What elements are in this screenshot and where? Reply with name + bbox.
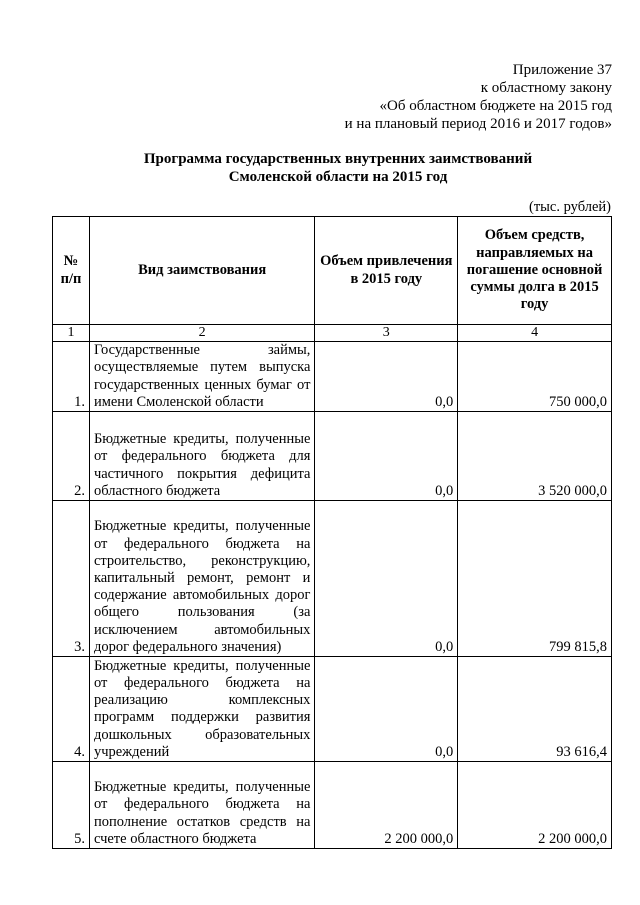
table-row xyxy=(53,657,612,762)
table-row xyxy=(53,762,612,849)
attract-amount: 0,0 xyxy=(315,501,458,657)
index-cell: 3 xyxy=(315,325,458,342)
row-number: 4. xyxy=(53,657,90,762)
borrowing-kind: Бюджетные кредиты, полученные от федерального бюджета на реализацию комплексных программ поддержки развития дошкольных образовательных учреждений xyxy=(89,657,314,762)
appendix-line-3: «Об областном бюджете на 2015 год xyxy=(379,98,612,114)
attract-amount: 2 200 000,0 xyxy=(315,762,458,849)
row-number: 2. xyxy=(53,412,90,501)
table-row xyxy=(53,501,612,657)
repay-amount: 2 200 000,0 xyxy=(458,762,612,849)
attract-amount: 0,0 xyxy=(315,412,458,501)
header-num: № п/п xyxy=(53,217,90,325)
attract-amount: 0,0 xyxy=(315,342,458,412)
appendix-line-1: Приложение 37 xyxy=(512,62,612,78)
repay-amount: 750 000,0 xyxy=(458,342,612,412)
appendix-header xyxy=(345,61,612,133)
repay-amount: 3 520 000,0 xyxy=(458,412,612,501)
repay-amount: 799 815,8 xyxy=(458,501,612,657)
row-number: 5. xyxy=(53,762,90,849)
borrowing-kind: Бюджетные кредиты, полученные от федерального бюджета для частичного покрытия дефицита областного бюджета xyxy=(89,412,314,501)
table-header-row xyxy=(53,217,612,325)
borrowings-table xyxy=(52,216,612,849)
document-title xyxy=(0,150,640,186)
header-repay: Объем средств, направляемых на погашение основной суммы долга в 2015 году xyxy=(458,217,612,325)
title-line-2: Смоленской области на 2015 год xyxy=(228,169,448,185)
repay-amount: 93 616,4 xyxy=(458,657,612,762)
row-number: 3. xyxy=(53,501,90,657)
row-number: 1. xyxy=(53,342,90,412)
index-cell: 1 xyxy=(53,325,90,342)
units-label: (тыс. рублей) xyxy=(529,199,611,215)
borrowing-kind: Бюджетные кредиты, полученные от федерального бюджета на пополнение остатков средств на счете областного бюджета xyxy=(89,762,314,849)
index-cell: 4 xyxy=(458,325,612,342)
index-cell: 2 xyxy=(89,325,314,342)
header-attract: Объем привлечения в 2015 году xyxy=(315,217,458,325)
table-row xyxy=(53,412,612,501)
appendix-line-2: к областному закону xyxy=(480,80,612,96)
title-line-1: Программа государственных внутренних заимствований xyxy=(143,151,533,167)
column-index-row xyxy=(53,325,612,342)
attract-amount: 0,0 xyxy=(315,657,458,762)
borrowing-kind: Государственные займы, осуществляемые путем выпуска государственных ценных бумаг от имени Смоленской области xyxy=(89,342,314,412)
borrowing-kind: Бюджетные кредиты, полученные от федерального бюджета на строительство, реконструкцию, капитальный ремонт, ремонт и содержание автомобильных дорог общего пользования (за исключением автомобильных дорог федерального значения) xyxy=(89,501,314,657)
header-kind: Вид заимствования xyxy=(89,217,314,325)
appendix-line-4: и на плановый период 2016 и 2017 годов» xyxy=(344,116,612,132)
table-row xyxy=(53,342,612,412)
